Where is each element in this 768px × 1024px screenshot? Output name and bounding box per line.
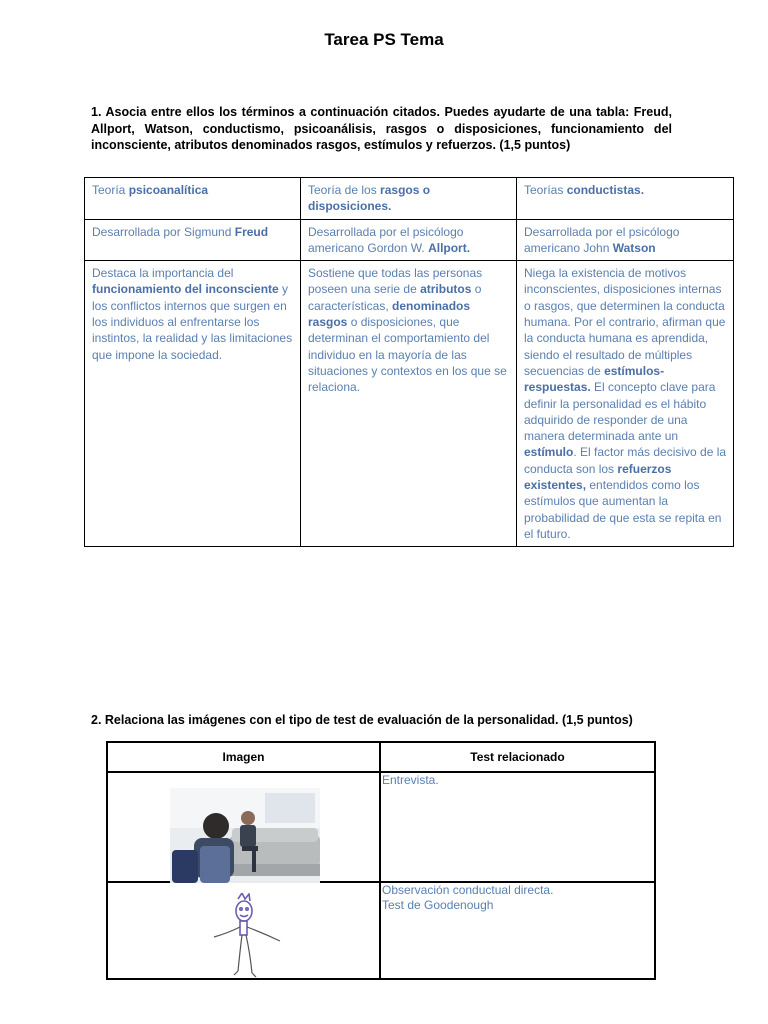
cell-traits-description: Sostiene que todas las personas poseen una serie de atributos o características, denominados rasgos o disposiciones, que determinan el comportamiento del individuo en la mayoría de las situaciones y contextos en los que se relaciona.: [301, 261, 517, 547]
test-cell-drawing: Observación conductual directa. Test de Goodenough: [380, 882, 655, 979]
cell-allport: Desarrollada por el psicólogo americano Gordon W. Allport.: [301, 219, 517, 261]
child-drawing-figure: [208, 893, 288, 981]
theories-table: [84, 177, 734, 547]
interview-photo: [170, 788, 320, 883]
image-cell-drawing: [107, 882, 380, 979]
image-cell-interview: [107, 772, 380, 882]
test-cell-interview: Entrevista.: [380, 772, 655, 882]
question-2: 2. Relaciona las imágenes con el tipo de test de evaluación de la personalidad. (1,5 puntos): [91, 713, 633, 727]
images-table: [106, 741, 656, 980]
cell-traits-theory: Teoría de los rasgos o disposiciones.: [301, 178, 517, 220]
cell-psychoanalytic-description: Destaca la importancia del funcionamiento del inconsciente y los conflictos internos que surgen en los individuos al enfrentarse los instintos, la realidad y las limitaciones que impone la sociedad.: [85, 261, 301, 547]
cell-behaviorist-description: Niega la existencia de motivos inconscientes, disposiciones internas o rasgos, que determinen la conducta humana. Por el contrario, afirman que la conducta humana es aprendida, siendo el resultado de múltiples secuencias de estímulos-respuestas. El concepto clave para definir la personalidad es el hábito adquirido de responder de una manera determinada ante un estímulo. El factor más decisivo de la conducta son los refuerzos existentes, entendidos como los estímulos que aumentan la probabilidad de que esta se repita en el futuro.: [517, 261, 734, 547]
cell-behaviorist-theory: Teorías conductistas.: [517, 178, 734, 220]
header-image: Imagen: [107, 742, 380, 772]
cell-psychoanalytic-theory: Teoría psicoanalítica: [85, 178, 301, 220]
header-test: Test relacionado: [380, 742, 655, 772]
question-1: 1. Asocia entre ellos los términos a continuación citados. Puedes ayudarte de una tabla: Freud, Allport, Watson, conductismo, psicoanálisis, rasgos o disposiciones, funcionamiento del inconsciente, atributos denominados rasgos, estímulos y refuerzos. (1,5 puntos): [91, 105, 672, 152]
cell-freud: Desarrollada por Sigmund Freud: [85, 219, 301, 261]
cell-watson: Desarrollada por el psicólogo americano John Watson: [517, 219, 734, 261]
page-title: Tarea PS Tema: [324, 30, 444, 49]
